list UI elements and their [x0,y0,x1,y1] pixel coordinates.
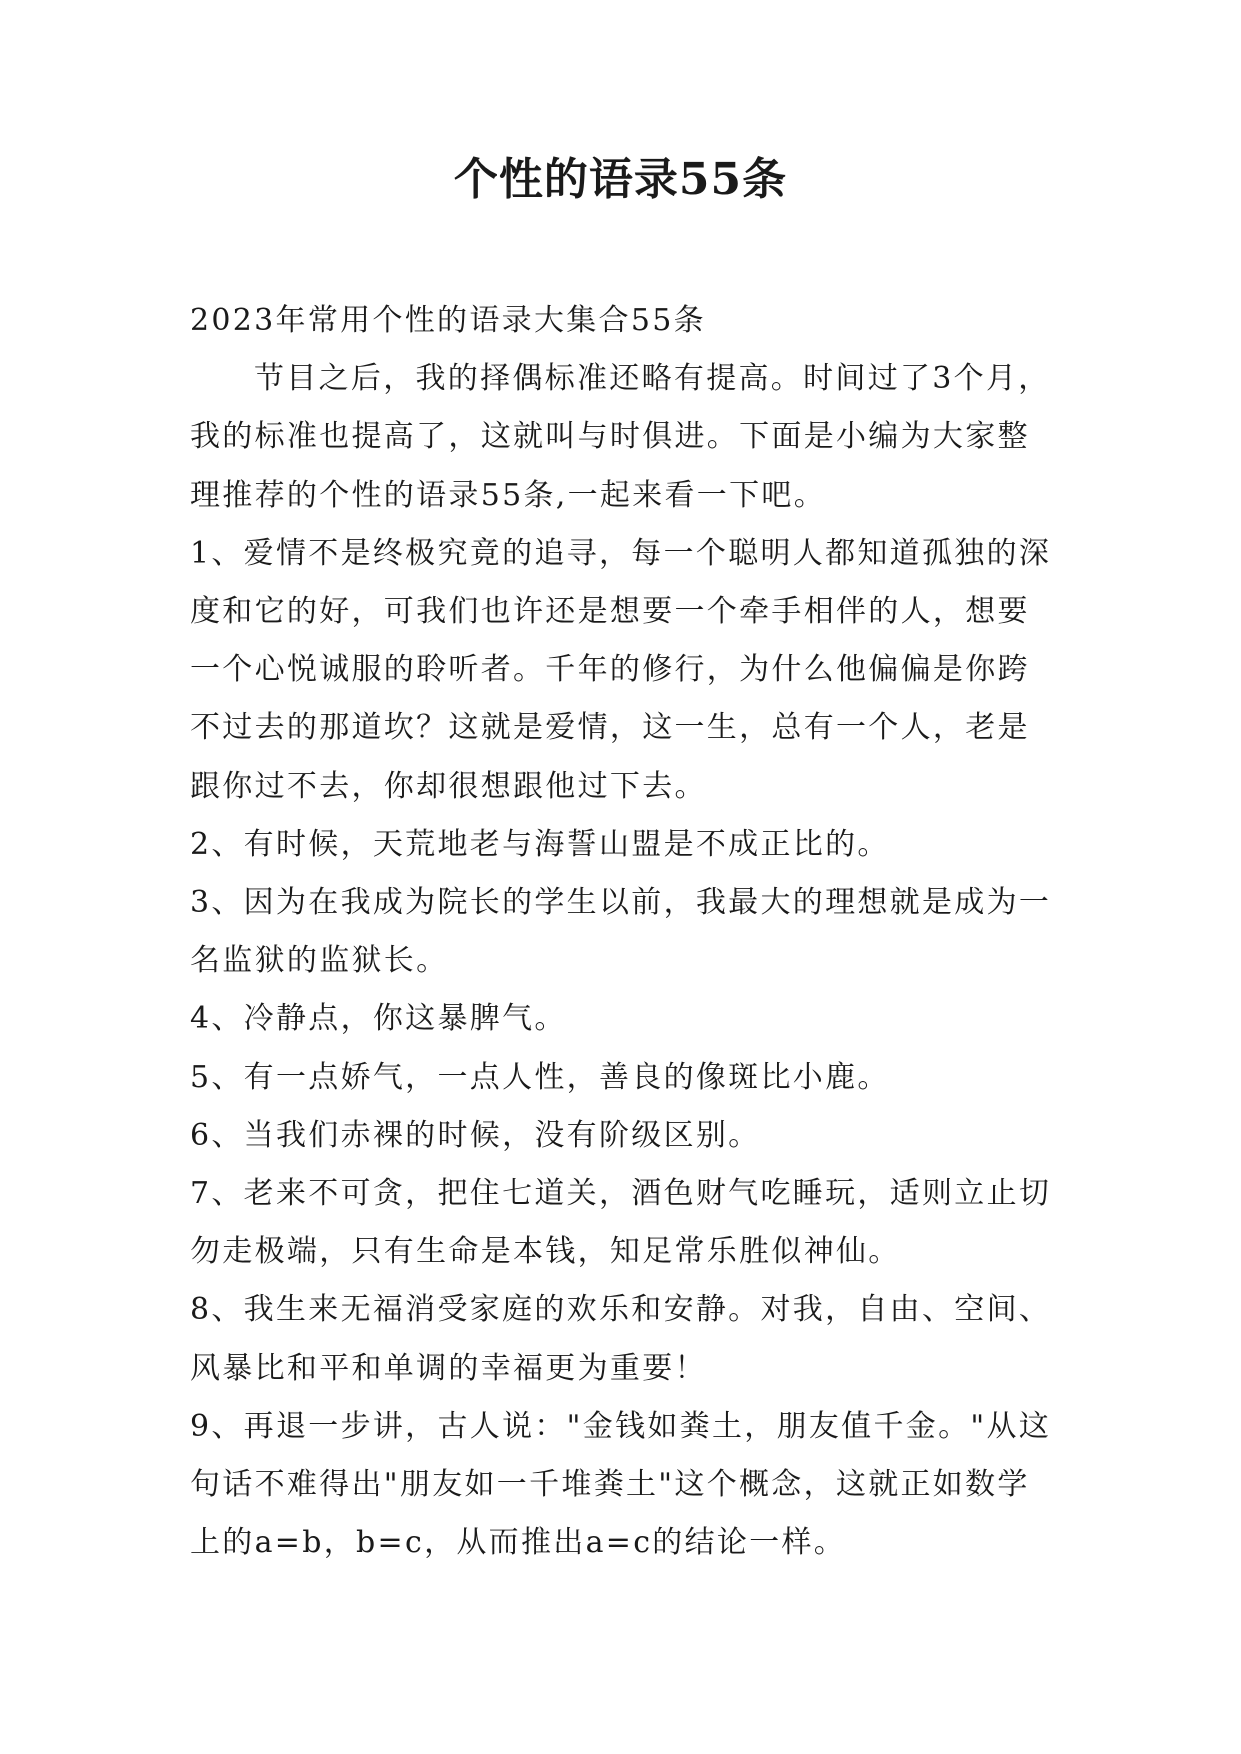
quote-item-6: 6、当我们赤裸的时候，没有阶级区别。 [190,1117,761,1153]
quote-item-2: 2、有时候，天荒地老与海誓山盟是不成正比的。 [190,826,890,862]
quote-item-5: 5、有一点娇气，一点人性，善良的像斑比小鹿。 [190,1059,890,1095]
quote-item-4: 4、冷静点，你这暴脾气。 [190,1001,567,1037]
quote-item-8: 8、我生来无福消受家庭的欢乐和安静。对我，自由、空间、风暴比和平和单调的幸福更为重要！ [190,1292,1052,1386]
quote-item-9: 9、再退一步讲，古人说："金钱如粪土，朋友值千金。"从这句话不难得出"朋友如一千堆粪土"这个概念，这就正如数学上的a=b，b=c，从而推出a=c的结论一样。 [190,1408,1052,1561]
quote-item-3: 3、因为在我成为院长的学生以前，我最大的理想就是成为一名监狱的监狱长。 [190,885,1052,979]
document-body [190,292,1060,1572]
quote-item-1: 1、爱情不是终极究竟的追寻，每一个聪明人都知道孤独的深度和它的好，可我们也许还是想要一个牵手相伴的人，想要一个心悦诚服的聆听者。千年的修行，为什么他偏偏是你跨不过去的那道坎？这就是爱情，这一生，总有一个人，老是跟你过不去，你却很想跟他过下去。 [190,535,1052,804]
document-subtitle: 2023年常用个性的语录大集合55条 [190,303,706,338]
document-title: 个性的语录55条 [453,154,788,205]
intro-paragraph: 节目之后，我的择偶标准还略有提高。时间过了3个月，我的标准也提高了，这就叫与时俱进。下面是小编为大家整理推荐的个性的语录55条,一起来看一下吧。 [190,361,1051,513]
quote-item-7: 7、老来不可贪，把住七道关，酒色财气吃睡玩，适则立止切勿走极端，只有生命是本钱，知足常乐胜似神仙。 [190,1176,1052,1270]
